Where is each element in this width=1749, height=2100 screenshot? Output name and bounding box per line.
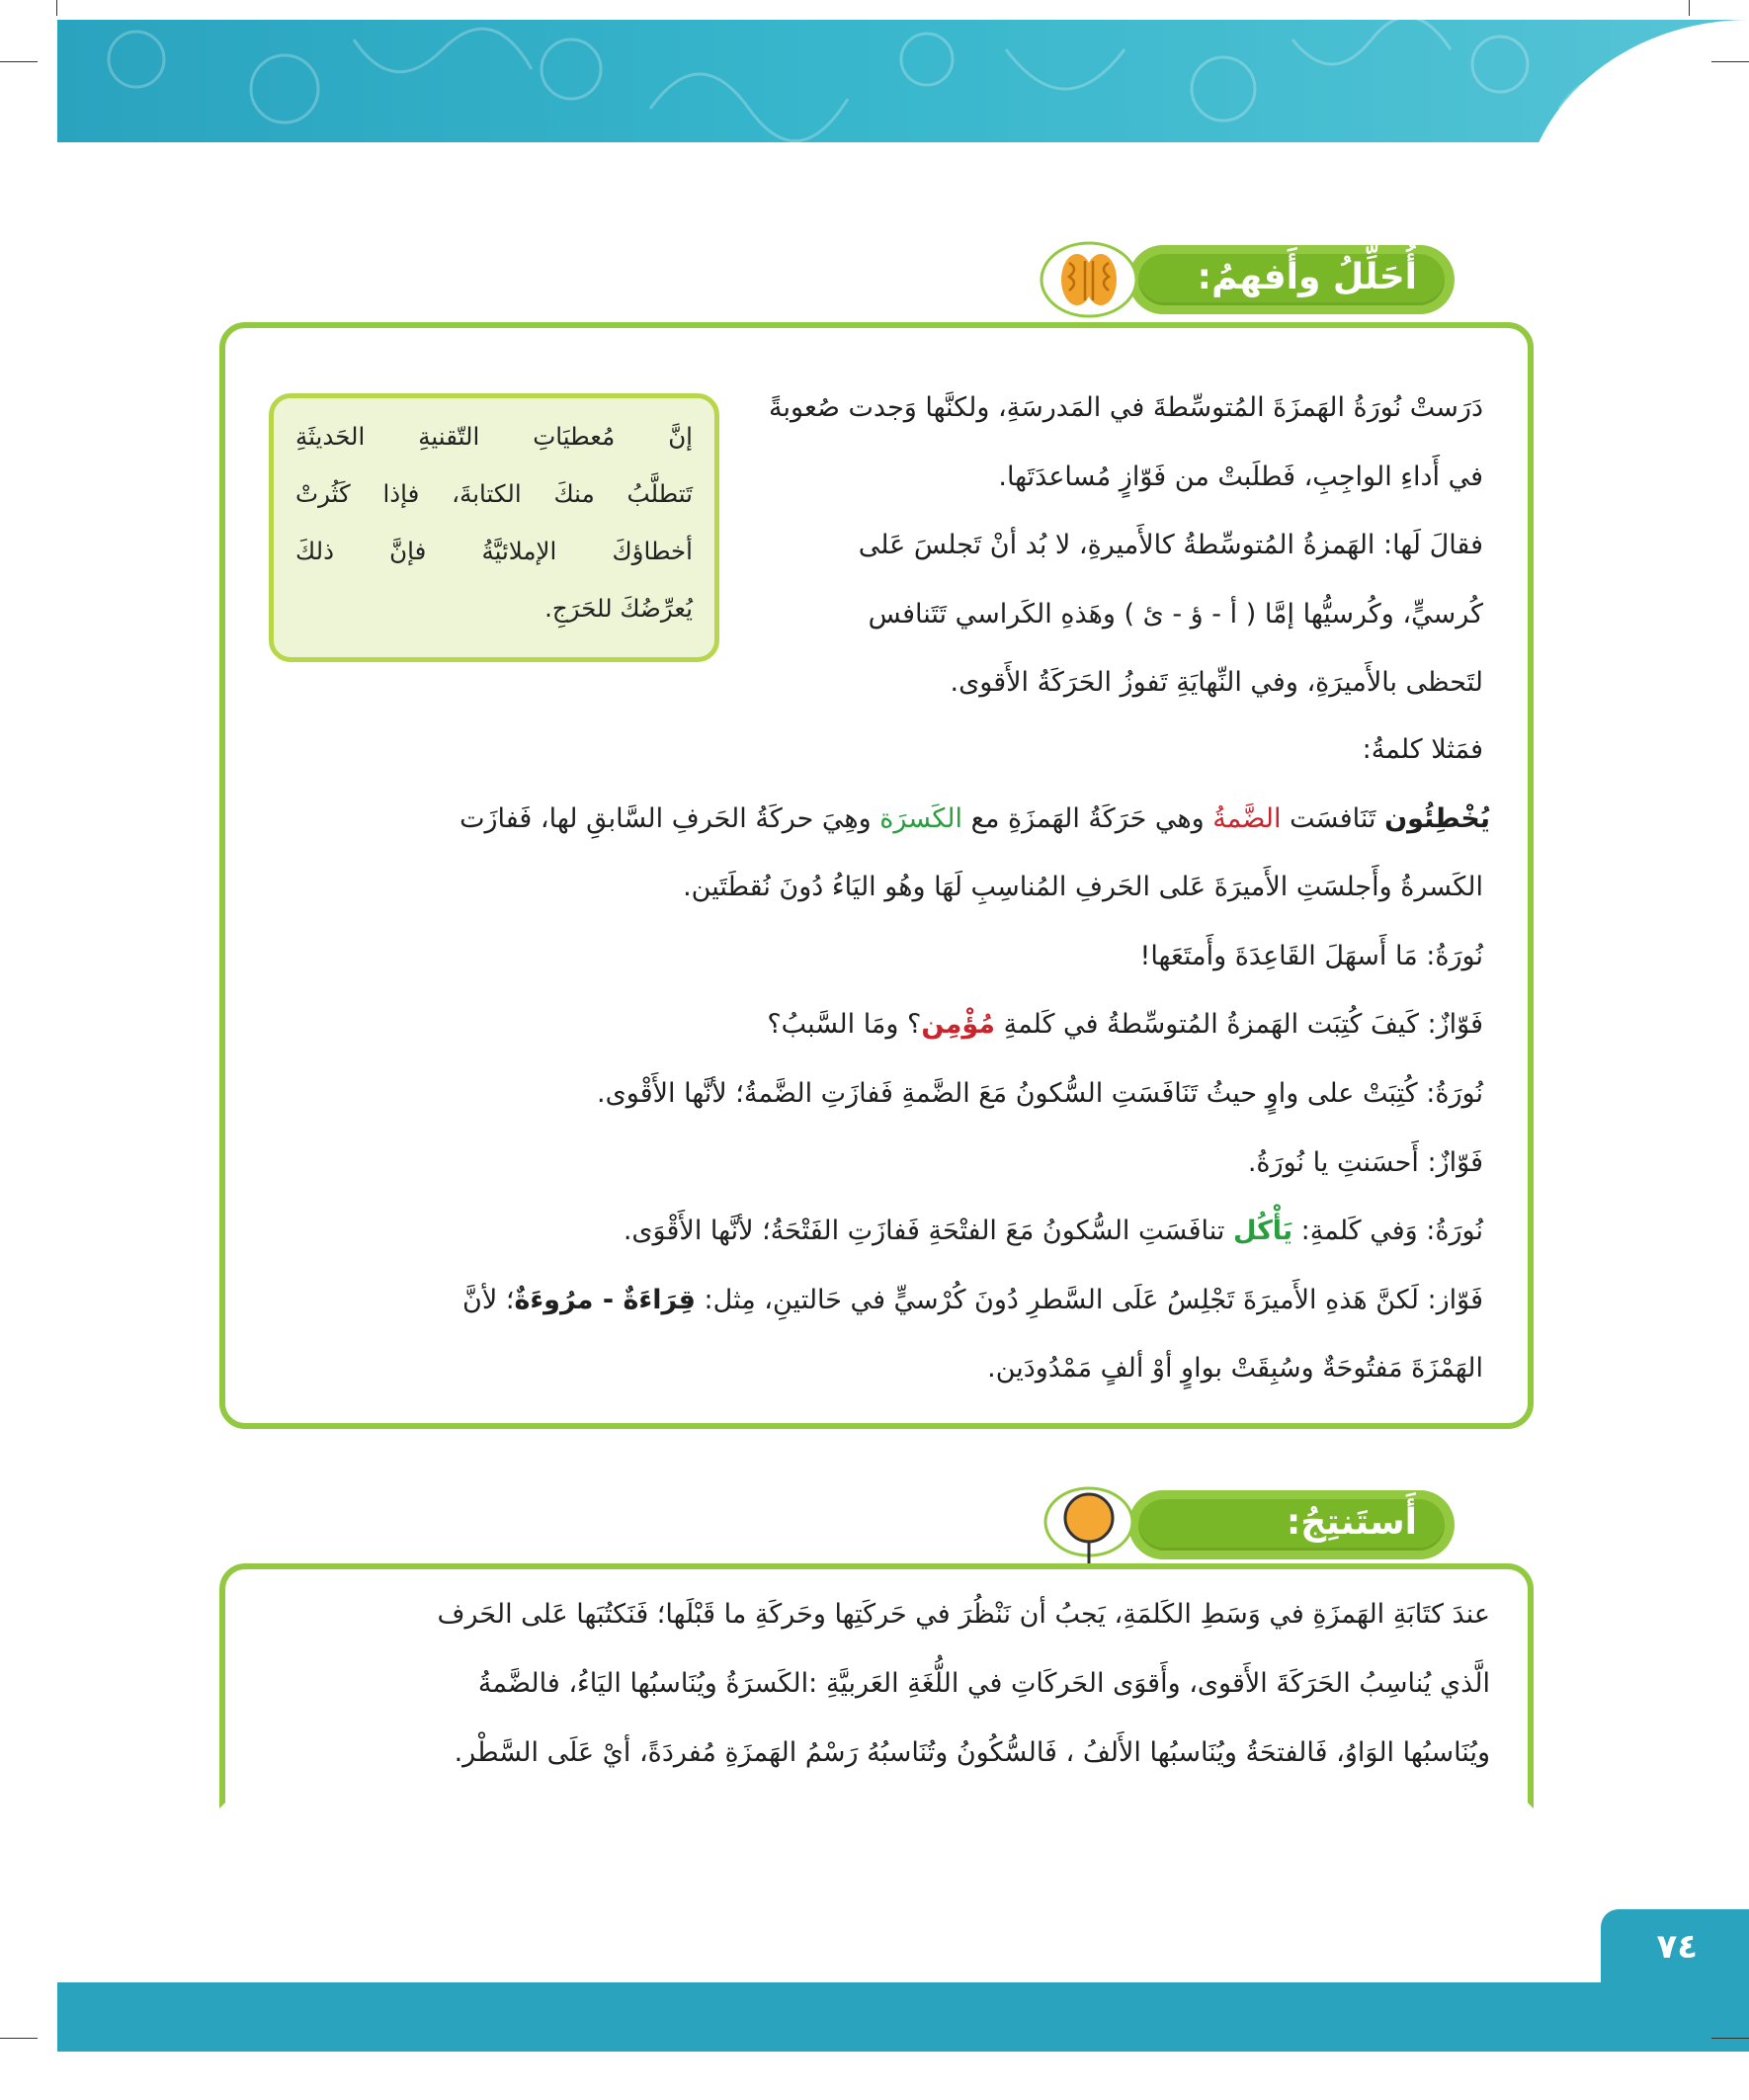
passage-line: فَوّازٌ: أَحسَنتِ يا نُورَةُ.: [1247, 1147, 1483, 1178]
crop-mark: [1689, 0, 1690, 16]
passage-line: دَرَستْ نُورَةُ الهَمزَةَ المُتوسِّطةَ في المَدرسَةِ، ولكنَّها وَجدت صُعوبةً: [769, 392, 1483, 423]
note-line: أخطاؤكَ الإملائيَّةُ فإنَّ ذلكَ: [295, 537, 693, 565]
crop-mark: [1711, 2038, 1749, 2039]
analyze-section-header: [1040, 245, 1455, 314]
passage-line: الكَسرةُ وأَجلسَتِ الأَميرَةَ عَلى الحَرفِ المُناسِبِ لَهَا وهُو اليَاءُ دُونَ نُقطَتَين.: [683, 872, 1483, 902]
calligraphy-pattern: [57, 20, 1749, 142]
section-title: أَستَنتِجُ:: [1286, 1502, 1417, 1543]
passage-line: يُخْطِئُون تَنَافسَت الضَّمةُ وهي حَرَكَةُ الهَمزَةِ مع الكَسرَة وهِيَ حركَةُ الحَرفِ السَّابقِ لها، فَفازَت: [459, 803, 1490, 834]
crop-mark: [0, 2038, 38, 2039]
page-number: ٧٤: [1656, 1927, 1698, 1967]
crop-mark: [0, 61, 38, 62]
damma-highlight: الضَّمةُ: [1212, 803, 1282, 834]
example-word: يُخْطِئُون: [1384, 803, 1490, 834]
section-title: أُحَلِّلُ وأَفهمُ:: [1197, 257, 1417, 297]
passage-line: فَوّازٌ: كَيفَ كُتِبَت الهَمزةُ المُتوسِّطةُ في كَلمةِ مُؤْمِن؟ ومَا السَّببُ؟: [767, 1009, 1483, 1040]
passage-line: فقالَ لَها: الهَمزةُ المُتوسِّطةُ كالأَميرةِ، لا بُد أنْ تَجلسَ عَلى: [858, 530, 1483, 560]
note-line: تَتطلَّبُ منكَ الكتابةَ، فإذا كَثُرتْ: [295, 479, 693, 508]
lightbulb-icon: [1040, 1486, 1138, 1563]
footer-band: [57, 1982, 1749, 2052]
conclude-section-header: [1040, 1490, 1455, 1559]
passage-line: نُورَةُ: كُتِبَتْ على واوٍ حيثُ تَنَافَسَتِ السُّكونُ مَعَ الضَّمةِ فَفازَتِ الضَّمةُ؛ لأنَّها الأَقْوى.: [597, 1078, 1483, 1109]
passage-line: نُورَةُ: وَفي كَلمةِ: يَأْكُل تنافَسَتِ السُّكونُ مَعَ الفتْحَةِ فَفازَتِ الفَتْحَةُ؛ لأنَّها الأَقْوَى.: [623, 1216, 1483, 1246]
passage-line: الهَمْزَةَ مَفتُوحَةٌ وسُبِقَتْ بواوٍ أوْ ألفٍ مَمْدُودَين.: [987, 1353, 1483, 1384]
example-word: قِرَاءَةٌ - مرُوءَةٌ: [514, 1285, 696, 1315]
note-line: يُعرِّضُكَ للحَرَجِ.: [544, 594, 693, 623]
conclusion-line: الَّذي يُناسِبُ الحَرَكَةَ الأَقوى، وأَقوَى الحَركَاتِ في اللُّغَةِ العَربيَّةِ :الكَسرَةُ ويُنَاسبُها اليَاءُ، فالضَّمةُ: [477, 1668, 1490, 1699]
passage-line: لتَحظى بالأَميرَةِ، وفي النِّهايَةِ تَفوزُ الحَرَكَةُ الأَقوى.: [950, 667, 1483, 698]
tip-note: [269, 393, 719, 662]
example-word: يَأْكُل: [1233, 1216, 1293, 1246]
kasra-highlight: الكَسرَة: [879, 803, 963, 834]
passage-line: في أَداءِ الواجِبِ، فَطلَبتْ من فَوّازٍ مُساعدَتَها.: [998, 462, 1483, 492]
passage-line: نُورَةُ: مَا أَسهَلَ القَاعِدَةَ وأَمتَعَها!: [1139, 941, 1483, 971]
brain-icon: [1040, 241, 1138, 318]
conclusion-line: ويُنَاسبُها الوَاوُ، فَالفتحَةُ ويُنَاسبُها الأَلفُ ، فَالسُّكُونُ وتُنَاسبُهُ رَسْمُ الهَمزَةِ مُفردَةً، أيْ عَلَى السَّطْر.: [454, 1737, 1490, 1768]
passage-line: فَوّاز: لَكنَّ هَذهِ الأَميرَةَ تَجْلِسُ عَلَى السَّطرِ دُونَ كُرْسيٍّ في حَالتينِ، مِثل: قِرَاءَةٌ - مرُوءَةٌ؛ لأنَّ: [462, 1285, 1483, 1315]
passage-line: كُرسيٍّ، وكُرسيُّها إمَّا ( أ - ؤ - ئ ) وهَذهِ الكَراسي تَتَنافس: [868, 599, 1483, 630]
example-word: مُؤْمِن: [921, 1009, 996, 1040]
crop-mark: [56, 0, 57, 16]
crop-mark: [1711, 61, 1749, 62]
header-band: [57, 20, 1749, 142]
conclusion-line: عندَ كتَابَةِ الهَمزَةِ في وَسَطِ الكَلمَةِ، يَجبُ أن نَنْظُرَ في حَركَتِها وحَركَةِ ما قَبْلَها؛ فَنَكتُبَها عَلى الحَرف: [437, 1599, 1490, 1630]
note-line: إنَّ مُعطيَاتِ التّقنيةِ الحَديثَةِ: [295, 422, 693, 451]
passage-line: فمَثلا كلمةُ:: [1362, 734, 1483, 765]
